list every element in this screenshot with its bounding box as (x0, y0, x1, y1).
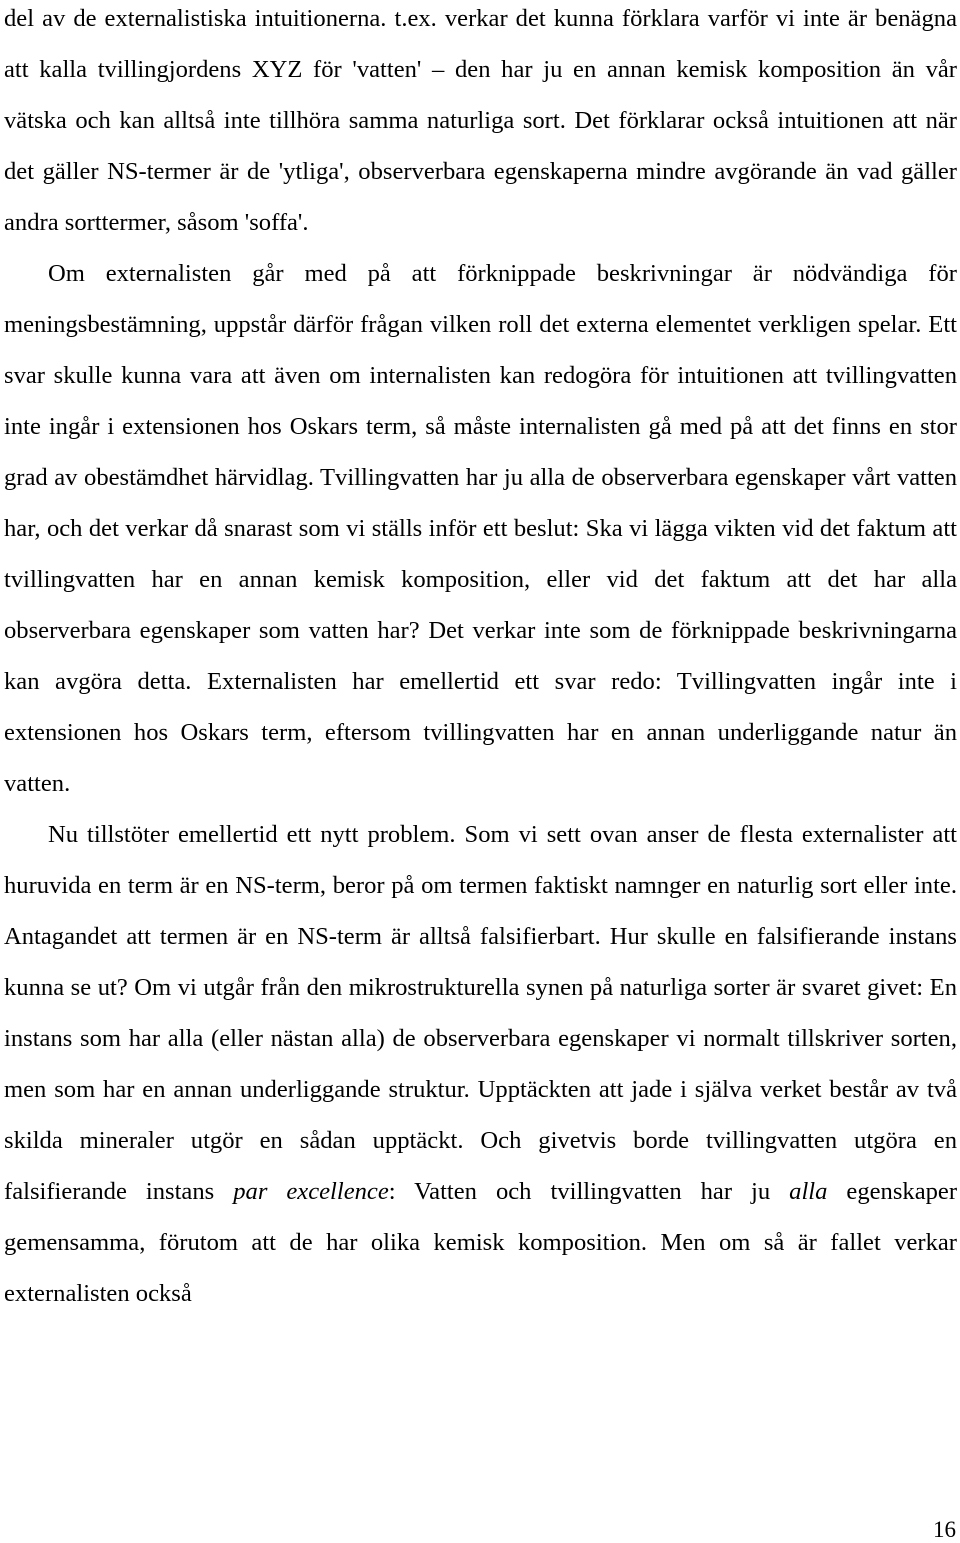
paragraph (4, 809, 957, 1319)
italic-text-segment: alla (789, 1178, 828, 1205)
paragraph (4, 248, 957, 809)
text-segment: egenskaper gemensamma, förutom att de har olika kemisk komposition. Men om så är fallet verkar externalisten också (4, 1178, 958, 1307)
italic-text-segment: par excellence (233, 1178, 389, 1205)
text-segment: Om externalisten går med på att förknippade beskrivningar är nödvändiga för meningsbestämning, uppstår därför frågan vilken roll det externa elementet verkligen spelar. Ett svar skulle kunna vara att även om internalisten kan redogöra för intuitionen att tvillingvatten inte ingår i extensionen hos Oskars term, så måste internalisten gå med på att det finns en stor grad av obestämdhet härvidlag. Tvillingvatten har ju alla de observerbara egenskaper vårt vatten har, och det verkar då snarast som vi ställs inför ett beslut: Ska vi lägga vikten vid det faktum att tvillingvatten har en annan kemisk komposition, eller vid det faktum att det har alla observerbara egenskaper som vatten har? Det verkar inte som de förknippade beskrivningarna kan avgöra detta. Externalisten har emellertid ett svar redo: Tvillingvatten ingår inte i extensionen hos Oskars term, eftersom tvillingvatten har en annan underliggande natur än vatten. (4, 260, 957, 797)
document-body (4, 0, 957, 1319)
text-segment: del av de externalistiska intuitionerna. t.ex. verkar det kunna förklara varför vi inte är benägna att kalla tvillingjordens XYZ för 'vatten' – den har ju en annan kemisk komposition än vår vätska och kan alltså inte tillhöra samma naturliga sort. Det förklarar också intuitionen att när det gäller NS-termer är de 'ytliga', observerbara egenskaperna mindre avgörande än vad gäller andra sorttermer, såsom 'soffa'. (4, 5, 957, 236)
text-segment: : Vatten och tvillingvatten har ju (388, 1178, 790, 1205)
page-number: 16 (933, 1517, 956, 1542)
text-segment: Nu tillstöter emellertid ett nytt problem. Som vi sett ovan anser de flesta externalister att huruvida en term är en NS-term, beror på om termen faktiskt namnger en naturlig sort eller inte. Antagandet att termen är en NS-term är alltså falsifierbart. Hur skulle en falsifierande instans kunna se ut? Om vi utgår från den mikrostrukturella synen på naturliga sorter är svaret givet: En instans som har alla (eller nästan alla) de observerbara egenskaper vi normalt tillskriver sorten, men som har en annan underliggande struktur. Upptäckten att jade i själva verket består av två skilda mineraler utgör en sådan upptäckt. Och givetvis borde tvillingvatten utgöra en falsifierande instans (4, 821, 957, 1205)
paragraph (4, 0, 957, 248)
